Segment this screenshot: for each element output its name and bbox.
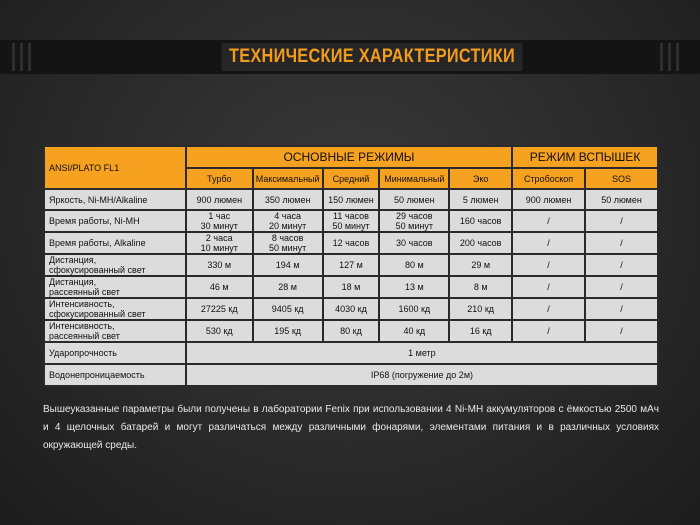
row-label: Дистанция, сфокусированный свет	[44, 254, 186, 276]
table-cell: /	[585, 320, 658, 342]
mode-header: Средний	[323, 168, 380, 189]
table-cell: 150 люмен	[323, 189, 380, 210]
table-cell: 210 кд	[449, 298, 512, 320]
mode-header: Максимальный	[253, 168, 323, 189]
table-cell: 30 часов	[379, 232, 449, 254]
decor-stripe	[28, 43, 31, 71]
table-cell: 29 часов 50 минут	[379, 210, 449, 232]
row-label: Время работы, Alkaline	[44, 232, 186, 254]
impact-value: 1 метр	[186, 342, 658, 364]
table-cell: /	[512, 320, 585, 342]
table-cell: 13 м	[379, 276, 449, 298]
table-cell: 28 м	[253, 276, 323, 298]
row-label: Яркость, Ni-MH/Alkaline	[44, 189, 186, 210]
table-cell: 12 часов	[323, 232, 380, 254]
table-cell: /	[512, 254, 585, 276]
table-cell: 9405 кд	[253, 298, 323, 320]
table-cell: 1 час 30 минут	[186, 210, 253, 232]
row-label: Время работы, Ni-MH	[44, 210, 186, 232]
group-header-main: ОСНОВНЫЕ РЕЖИМЫ	[186, 146, 512, 168]
table-cell: 200 часов	[449, 232, 512, 254]
footnote: Вышеуказанные параметры были получены в лаборатории Fenix при использовании 4 Ni-MH аккумуляторов с ёмкостью 2500 мАч и 4 щелочных батарей и могут различаться между различными фонарями, элементами питания и в различных условиях окружающей среды.	[43, 404, 659, 451]
table-cell: 350 люмен	[253, 189, 323, 210]
table-cell: 18 м	[323, 276, 380, 298]
table-cell: /	[512, 210, 585, 232]
table-cell: 27225 кд	[186, 298, 253, 320]
table-cell: 4 часа 20 минут	[253, 210, 323, 232]
mode-header: Стробоскоп	[512, 168, 585, 189]
table-cell: /	[585, 298, 658, 320]
table-cell: 46 м	[186, 276, 253, 298]
table-cell: 2 часа 10 минут	[186, 232, 253, 254]
row-label: Интенсивность, сфокусированный свет	[44, 298, 186, 320]
table-cell: 900 люмен	[186, 189, 253, 210]
decor-stripe	[676, 43, 679, 71]
page-title: ТЕХНИЧЕСКИЕ ХАРАКТЕРИСТИКИ	[222, 43, 523, 71]
mode-header: Эко	[449, 168, 512, 189]
table-cell: 195 кд	[253, 320, 323, 342]
table-cell: 50 люмен	[585, 189, 658, 210]
row-label: Интенсивность, рассеянный свет	[44, 320, 186, 342]
table-cell: 80 кд	[323, 320, 380, 342]
decor-stripe	[668, 43, 671, 71]
table-cell: 8 м	[449, 276, 512, 298]
table-cell: /	[585, 232, 658, 254]
table-cell: 900 люмен	[512, 189, 585, 210]
decor-stripe	[12, 43, 15, 71]
table-corner-label: ANSI/PLATO FL1	[44, 146, 186, 189]
table-cell: 194 м	[253, 254, 323, 276]
row-label: Водонепроницаемость	[44, 364, 186, 386]
table-cell: 330 м	[186, 254, 253, 276]
row-label: Дистанция, рассеянный свет	[44, 276, 186, 298]
table-cell: /	[585, 210, 658, 232]
table-cell: /	[585, 254, 658, 276]
mode-header: Минимальный	[379, 168, 449, 189]
table-cell: 127 м	[323, 254, 380, 276]
spec-table	[43, 145, 659, 387]
table-cell: 40 кд	[379, 320, 449, 342]
mode-header: Турбо	[186, 168, 253, 189]
table-cell: /	[512, 276, 585, 298]
table-cell: 11 часов 50 минут	[323, 210, 380, 232]
decor-stripe	[660, 43, 663, 71]
group-header-flash: РЕЖИМ ВСПЫШЕК	[512, 146, 658, 168]
table-cell: 80 м	[379, 254, 449, 276]
table-cell: 4030 кд	[323, 298, 380, 320]
table-cell: 5 люмен	[449, 189, 512, 210]
table-cell: 8 часов 50 минут	[253, 232, 323, 254]
row-label: Ударопрочность	[44, 342, 186, 364]
table-cell: /	[512, 298, 585, 320]
table-cell: 29 м	[449, 254, 512, 276]
table-cell: 160 часов	[449, 210, 512, 232]
table-cell: 16 кд	[449, 320, 512, 342]
table-cell: 1600 кд	[379, 298, 449, 320]
table-cell: 530 кд	[186, 320, 253, 342]
table-cell: 50 люмен	[379, 189, 449, 210]
table-cell: /	[512, 232, 585, 254]
mode-header: SOS	[585, 168, 658, 189]
decor-stripe	[20, 43, 23, 71]
water-value: IP68 (погружение до 2м)	[186, 364, 658, 386]
table-cell: /	[585, 276, 658, 298]
